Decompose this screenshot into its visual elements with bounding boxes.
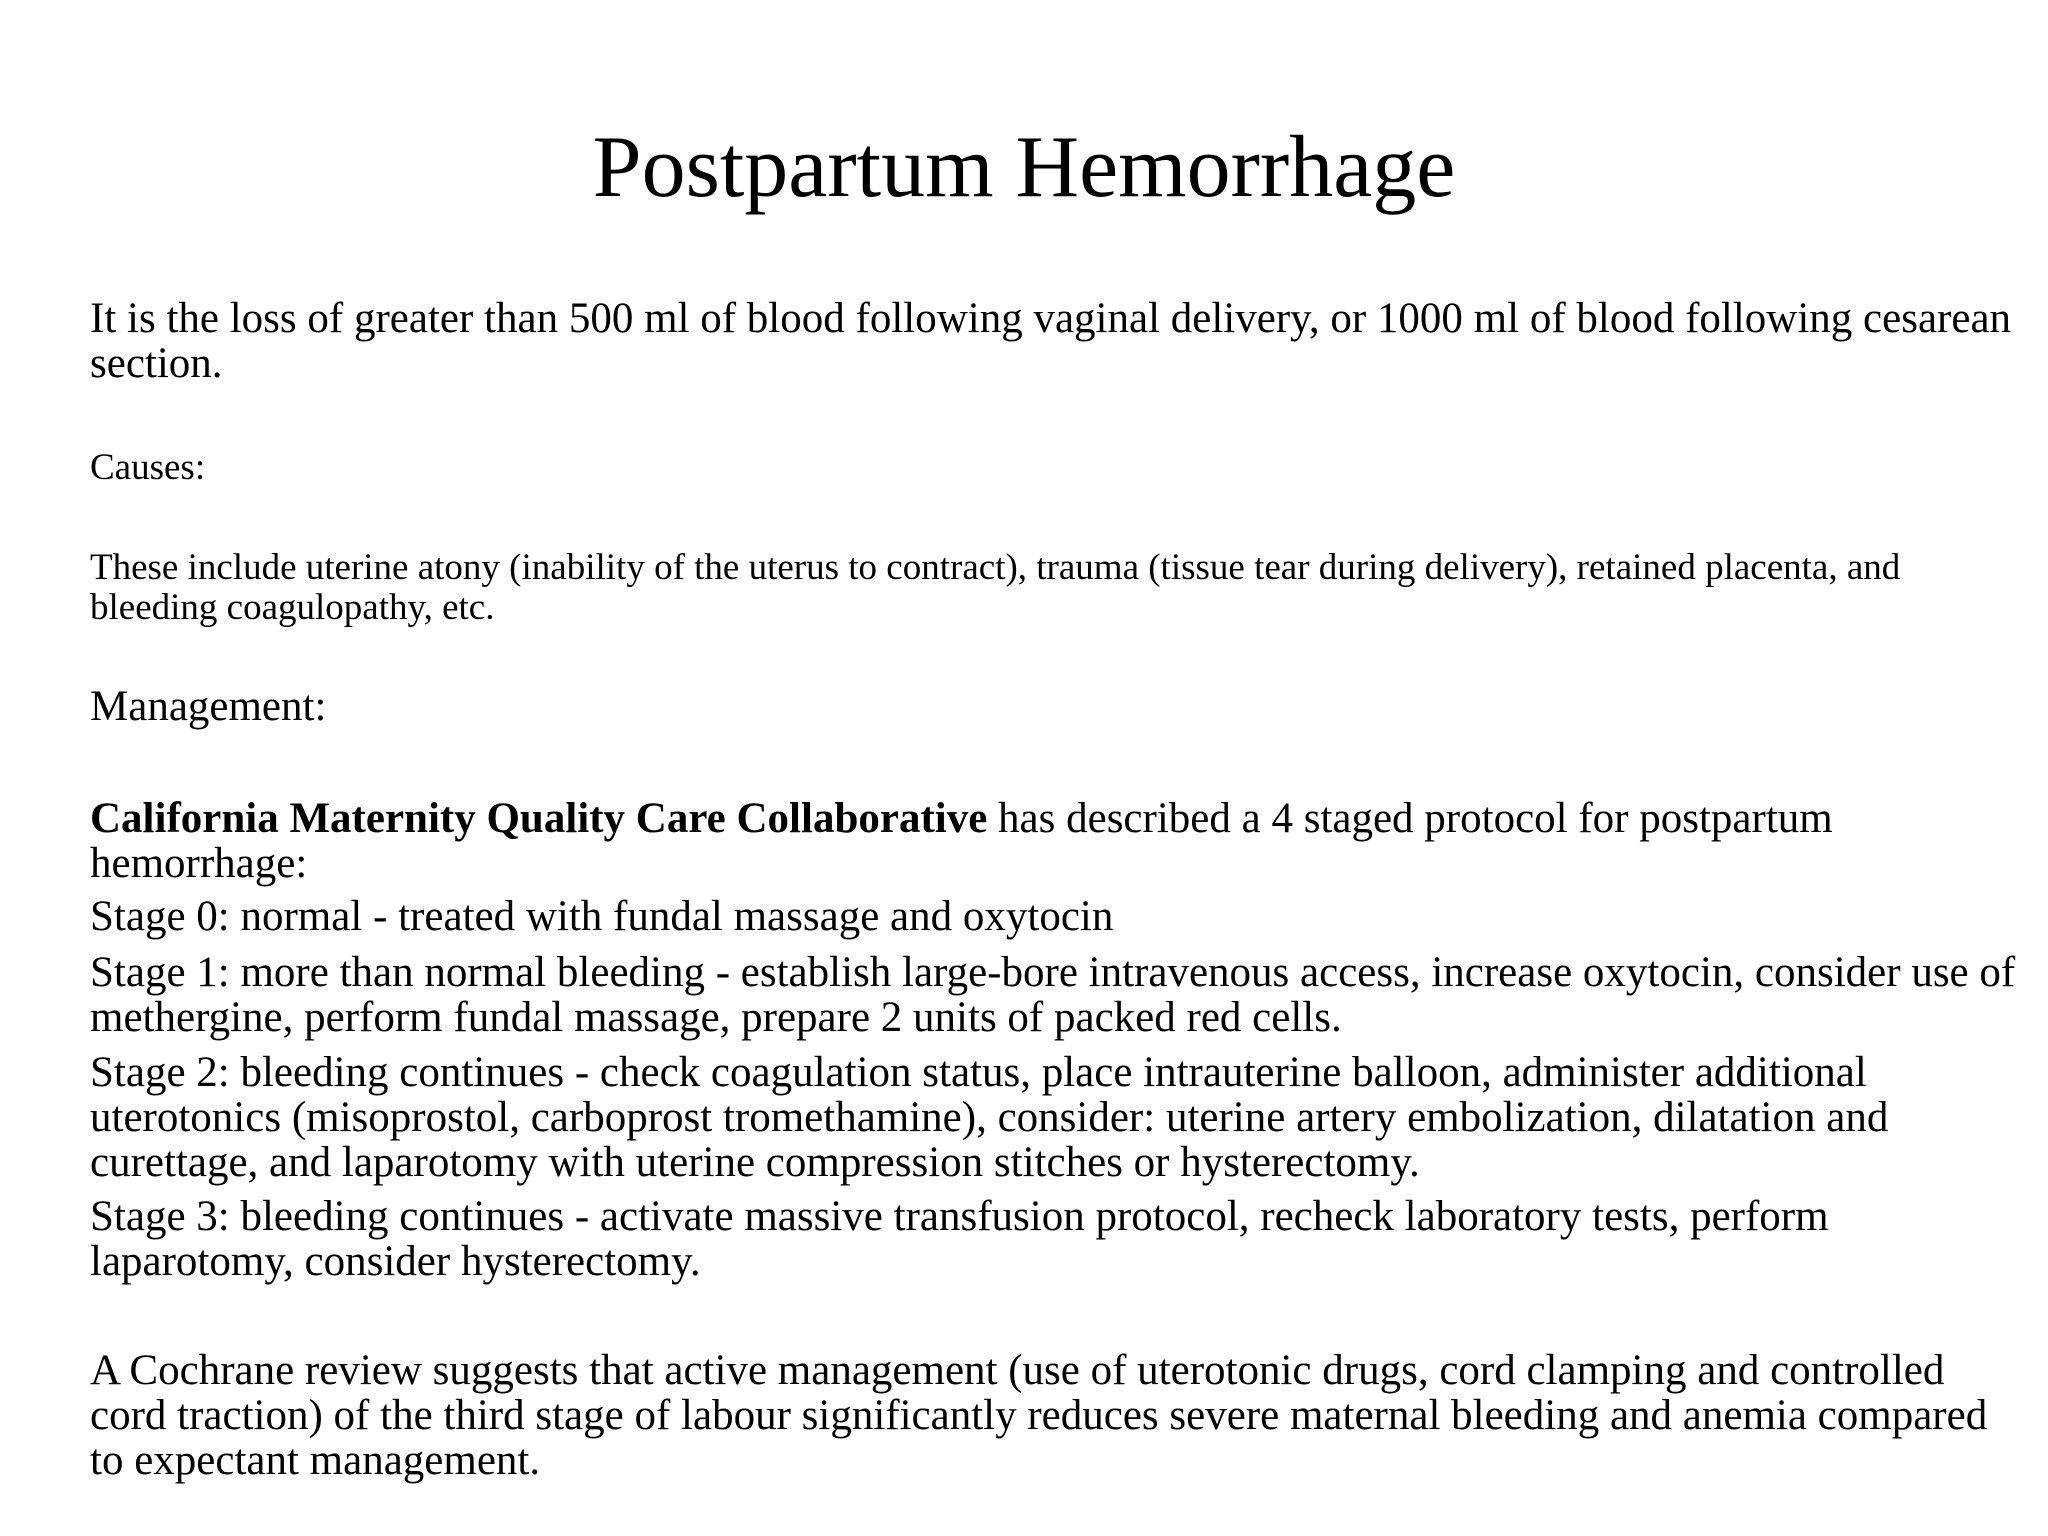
causes-paragraph: These include uterine atony (inability of the uterus to contract), trauma (tissue tear during delivery), retained placenta, and bleeding coagulopathy, etc. — [90, 547, 1901, 628]
stage-3-item: Stage 3: bleeding continues - activate massive transfusion protocol, recheck laboratory tests, perform laparotomy, consider hysterectomy. — [90, 1193, 1829, 1285]
stage-1-item: Stage 1: more than normal bleeding - establish large-bore intravenous access, increase oxytocin, consider use of methergine, perform fundal massage, prepare 2 units of packed red cells. — [90, 949, 2016, 1041]
stage-2-item: Stage 2: bleeding continues - check coagulation status, place intrauterine balloon, administer additional uterotonics (misoprostol, carboprost tromethamine), consider: uterine artery embolization, dilatation and curettage, and laparotomy with uterine compression stitches or hysterectomy. — [90, 1049, 1889, 1186]
slide-title: Postpartum Hemorrhage — [592, 119, 1456, 216]
protocol-intro-text: has described a 4 staged protocol for postpartum hemorrhage: — [90, 795, 1833, 887]
causes-heading: Causes: — [90, 447, 206, 488]
protocol-intro-paragraph — [90, 796, 2020, 886]
organization-name: California Maternity Quality Care Collaborative — [90, 795, 988, 842]
cochrane-paragraph: A Cochrane review suggests that active management (use of uterotonic drugs, cord clamping and controlled cord traction) of the third stage of labour significantly reduces severe maternal bleeding and anemia compared to expectant management. — [90, 1347, 1988, 1484]
definition-paragraph: It is the loss of greater than 500 ml of blood following vaginal delivery, or 1000 ml of blood following cesarean section. — [90, 295, 2012, 387]
management-heading: Management: — [90, 683, 327, 730]
stage-0-item: Stage 0: normal - treated with fundal massage and oxytocin — [90, 893, 1114, 940]
